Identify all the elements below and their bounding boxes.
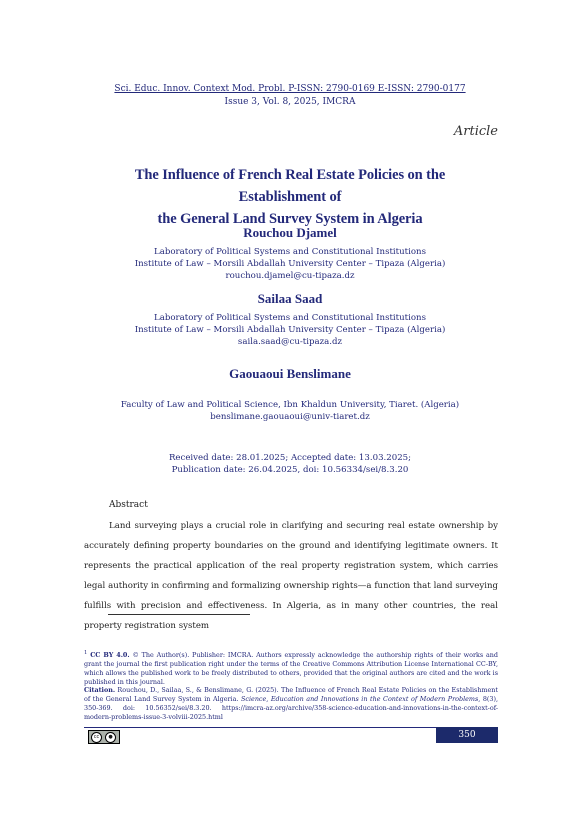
author-affiliation: Laboratory of Political Systems and Constitutional Institutions (154, 247, 426, 257)
citation-note (84, 686, 498, 721)
license-text: © The Author(s). Publisher: IMCRA. Authors expressly acknowledge the authorship rights of their works and grant the journal the first publication right under the terms of the Creative Commons Attribution License International CC-BY, which allows the published work to be freely distributed to others, provided that the original authors are cited and the work is published in this journal. (84, 651, 498, 686)
author-name: Sailaa Saad (257, 291, 323, 306)
title-line-2: the General Land Survey System in Algeria (157, 211, 423, 227)
author-name: Rouchou Djamel (243, 225, 337, 240)
paper-title (95, 164, 485, 230)
author-block-3 (0, 366, 580, 423)
author-block-1 (0, 225, 580, 282)
license-label: CC BY 4.0. (90, 651, 130, 660)
author-email[interactable]: saila.saad@cu-tipaza.dz (237, 337, 343, 347)
abstract-body: Land surveying plays a crucial role in clarifying and securing real estate ownership by accurately defining property boundaries on the ground and identifying legitimate owners. It represents the practical application of the real property registration system, which carries legal authority in confirming and formalizing ownership rights—a function that land surveying fulfills with precision and effectiveness. In Algeria, as in many other countries, the real property registration system (84, 521, 498, 631)
journal-citation-link[interactable]: Sci. Educ. Innov. Context Mod. Probl. P-ISSN: 2790-0169 E-ISSN: 2790-0177 (114, 84, 466, 94)
abstract-heading: Abstract (109, 500, 148, 510)
author-name: Gaouaoui Benslimane (229, 366, 351, 381)
page-number: 350 (436, 727, 498, 743)
author-affiliation: Laboratory of Political Systems and Constitutional Institutions (154, 313, 426, 323)
citation-text: Rouchou, D., Sailaa, S., & Benslimane, G. (2025). The Influence of French Real Estate Policies on the Establishment of the General Land Survey System in Algeria. (84, 686, 498, 704)
cc-by-license-badge[interactable] (88, 730, 120, 744)
license-note (84, 649, 498, 686)
author-affiliation: Institute of Law – Morsili Abdallah University Center – Tipaza (Algeria) (134, 325, 446, 335)
journal-issue: Issue 3, Vol. 8, 2025, IMCRA (224, 97, 356, 107)
citation-label: Citation. (84, 686, 116, 695)
author-affiliation: Institute of Law – Morsili Abdallah University Center – Tipaza (Algeria) (134, 259, 446, 269)
author-block-2 (0, 291, 580, 348)
article-type-label: Article (453, 124, 498, 139)
title-line-1: The Influence of French Real Estate Policies on the Establishment of (134, 167, 446, 205)
footnote-divider (108, 614, 250, 615)
cc-icon: cc (91, 732, 102, 743)
footnote (84, 649, 498, 722)
author-email[interactable]: rouchou.djamel@cu-tipaza.dz (225, 271, 355, 281)
author-email[interactable]: benslimane.gaouaoui@univ-tiaret.dz (210, 412, 370, 422)
publication-date-doi: Publication date: 26.04.2025, doi: 10.56334/sei/8.3.20 (171, 465, 409, 475)
by-icon: ● (105, 732, 116, 743)
article-dates (0, 452, 580, 476)
citation-details[interactable]: 8(3), 350-369. doi: 10.56352/sei/8.3.20. https://imcra-az.org/archive/358-science-education-and-innovations-in-the-context-of-modern-problems-issue-3-volviii-2025.html (84, 695, 498, 721)
footnote-marker: 1 (84, 650, 88, 656)
received-accepted-dates: Received date: 28.01.2025; Accepted date: 13.03.2025; (168, 453, 412, 463)
author-affiliation: Faculty of Law and Political Science, Ibn Khaldun University, Tiaret. (Algeria) (120, 400, 460, 410)
citation-journal: Science, Education and Innovations in the Context of Modern Problems, (241, 695, 481, 704)
